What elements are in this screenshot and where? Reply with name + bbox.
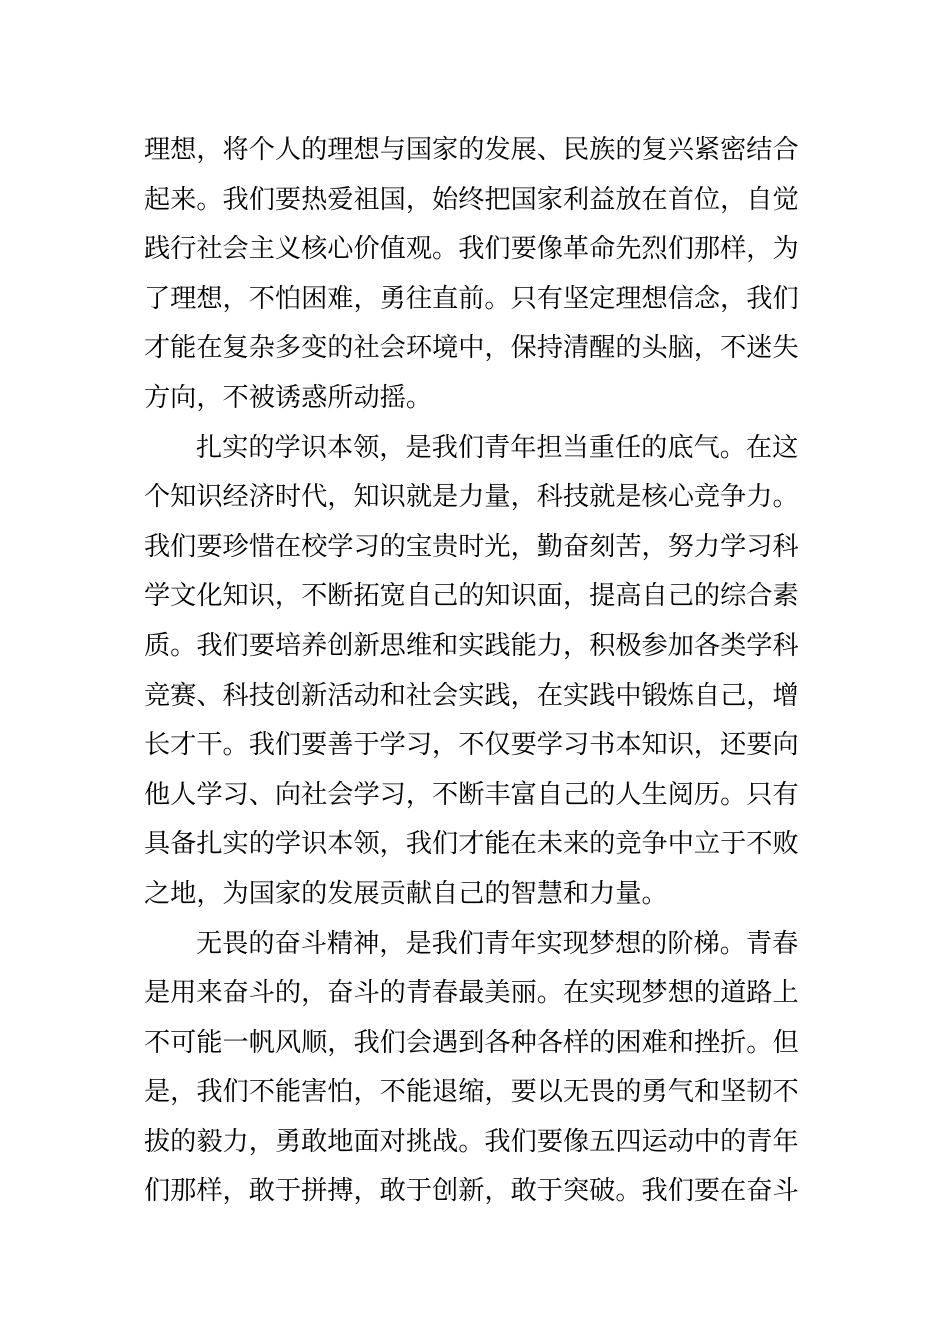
document-body — [144, 126, 824, 1217]
text-line: 我们要珍惜在校学习的宝贵时光，勤奋刻苦，努力学习科 — [144, 531, 799, 562]
text-line: 之地，为国家的发展贡献自己的智慧和力量。 — [144, 878, 668, 909]
text-line: 方向，不被诱惑所动摇。 — [144, 382, 433, 413]
paragraph-first-line: 无畏的奋斗精神，是我们青年实现梦想的阶梯。青春 — [196, 928, 799, 959]
text-line: 践行社会主义核心价值观。我们要像革命先烈们那样，为 — [144, 234, 799, 265]
text-line: 是用来奋斗的，奋斗的青春最美丽。在实现梦想的道路上 — [144, 978, 799, 1009]
paragraph-first-line: 扎实的学识本领，是我们青年担当重任的底气。在这 — [196, 432, 799, 463]
text-line: 竞赛、科技创新活动和社会实践，在实践中锻炼自己，增 — [144, 680, 799, 711]
text-line: 具备扎实的学识本领，我们才能在未来的竞争中立于不败 — [144, 829, 799, 860]
text-line: 了理想，不怕困难，勇往直前。只有坚定理想信念，我们 — [144, 283, 799, 314]
text-line: 是，我们不能害怕，不能退缩，要以无畏的勇气和坚韧不 — [144, 1077, 799, 1108]
text-line: 理想，将个人的理想与国家的发展、民族的复兴紧密结合 — [144, 135, 799, 165]
text-line: 他人学习、向社会学习，不断丰富自己的人生阅历。只有 — [144, 779, 799, 810]
text-line: 起来。我们要热爱祖国，始终把国家利益放在首位，自觉 — [144, 184, 799, 215]
text-line: 们那样，敢于拼搏，敢于创新，敢于突破。我们要在奋斗 — [144, 1176, 799, 1207]
text-line: 长才干。我们要善于学习，不仅要学习书本知识，还要向 — [144, 730, 799, 761]
text-line: 学文化知识，不断拓宽自己的知识面，提高自己的综合素 — [144, 581, 799, 612]
text-line: 质。我们要培养创新思维和实践能力，积极参加各类学科 — [144, 630, 799, 661]
text-line: 才能在复杂多变的社会环境中，保持清醒的头脑，不迷失 — [144, 333, 799, 364]
text-line: 不可能一帆风顺，我们会遇到各种各样的困难和挫折。但 — [144, 1027, 799, 1058]
text-line: 拔的毅力，勇敢地面对挑战。我们要像五四运动中的青年 — [144, 1126, 799, 1157]
text-line: 个知识经济时代，知识就是力量，科技就是核心竞争力。 — [144, 482, 799, 513]
